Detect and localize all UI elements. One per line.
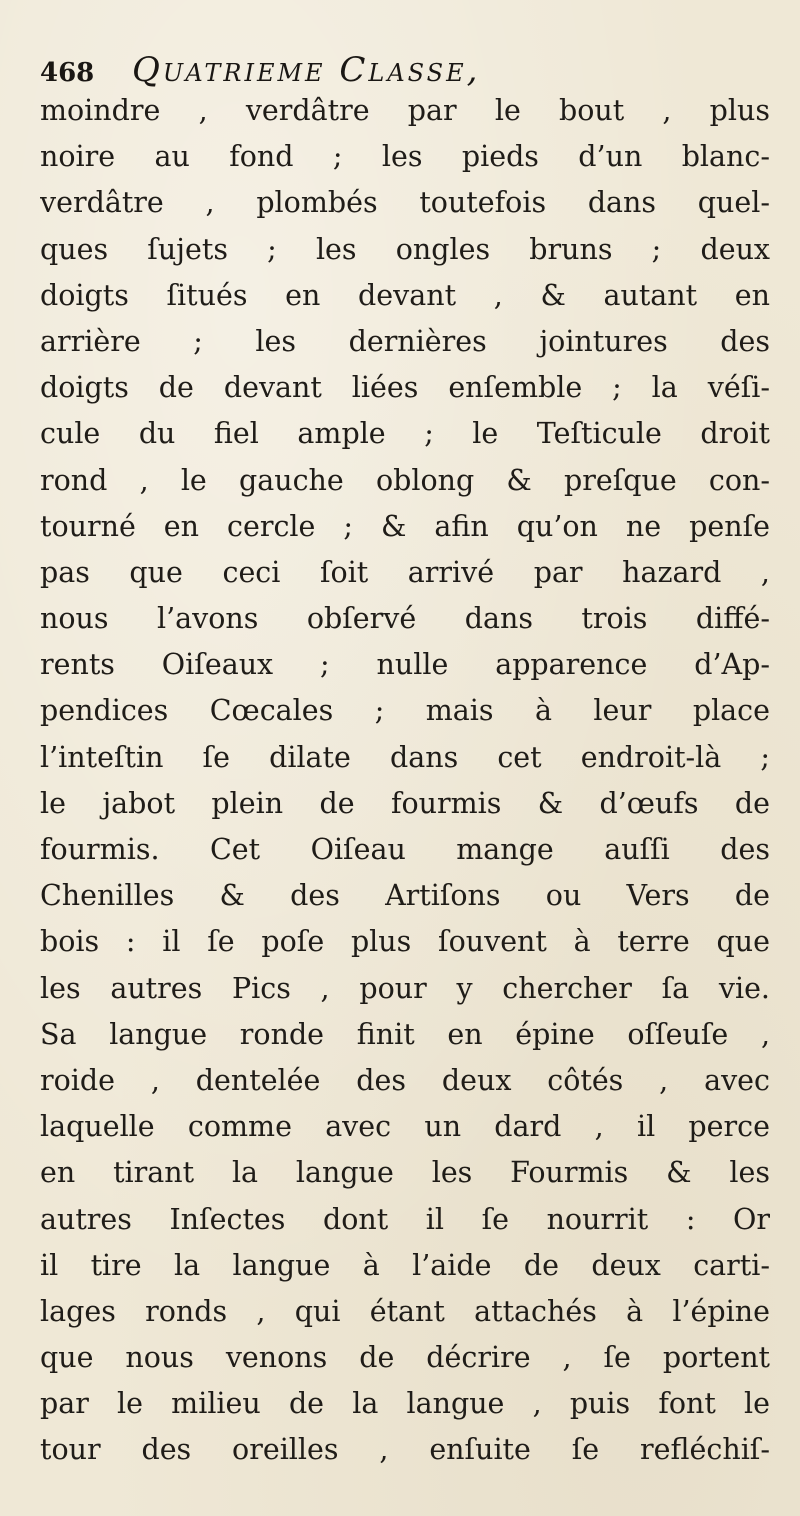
text-line: Chenilles & des Artiſons ou Vers de: [40, 879, 770, 913]
text-line: le jabot plein de fourmis & d’œufs de: [40, 786, 770, 820]
text-line: pas que ceci ſoit arrivé par hazard ,: [40, 555, 770, 589]
text-line: arrière ; les dernières jointures des: [40, 324, 770, 358]
text-line: tour des oreilles , enſuite ſe refléchiſ-: [40, 1433, 770, 1467]
text-line: que nous venons de décrire , ſe portent: [40, 1341, 770, 1375]
text-line: fourmis. Cet Oiſeau mange auſſi des: [40, 833, 770, 866]
text-line: l’inteſtin ſe dilate dans cet endroit-là ;: [40, 740, 770, 774]
text-line: ques ſujets ; les ongles bruns ; deux: [40, 232, 770, 266]
running-head: Quatrieme Classe,: [132, 50, 481, 90]
text-line: roide , dentelée des deux côtés , avec: [40, 1063, 770, 1097]
text-line: en tirant la langue les Fourmis & les: [40, 1156, 770, 1190]
body-text: [40, 88, 770, 1474]
text-line: rents Oiſeaux ; nulle apparence d’Ap-: [40, 648, 770, 682]
text-line: doigts de devant liées enſemble ; la véſi-: [40, 371, 770, 405]
text-line: les autres Pics , pour y chercher ſa vie.: [40, 971, 770, 1005]
text-line: cule du fiel ample ; le Teſticule droit: [40, 417, 770, 451]
page-number: 468: [40, 58, 95, 88]
text-line: doigts ſitués en devant , & autant en: [40, 278, 770, 312]
text-line: nous l’avons obſervé dans trois diffé-: [40, 602, 770, 636]
text-line: rond , le gauche oblong & preſque con-: [40, 463, 770, 497]
text-line: pendices Cœcales ; mais à leur place: [40, 694, 770, 728]
text-line: il tire la langue à l’aide de deux carti-: [40, 1248, 770, 1282]
text-line: laquelle comme avec un dard , il perce: [40, 1110, 770, 1144]
page-header: [40, 50, 760, 92]
text-line: lages ronds , qui étant attachés à l’épine: [40, 1294, 770, 1328]
text-line: autres Inſectes dont il ſe nourrit : Or: [40, 1202, 770, 1236]
text-line: noire au fond ; les pieds d’un blanc-: [40, 140, 770, 174]
text-line: moindre , verdâtre par le bout , plus: [40, 94, 770, 127]
text-line: bois : il ſe poſe plus ſouvent à terre que: [40, 925, 770, 959]
text-line: Sa langue ronde finit en épine oſſeuſe ,: [40, 1017, 770, 1051]
text-line: tourné en cercle ; & afin qu’on ne penſe: [40, 509, 770, 543]
text-line: par le milieu de la langue , puis font le: [40, 1387, 770, 1421]
text-line: verdâtre , plombés toutefois dans quel-: [40, 186, 770, 220]
